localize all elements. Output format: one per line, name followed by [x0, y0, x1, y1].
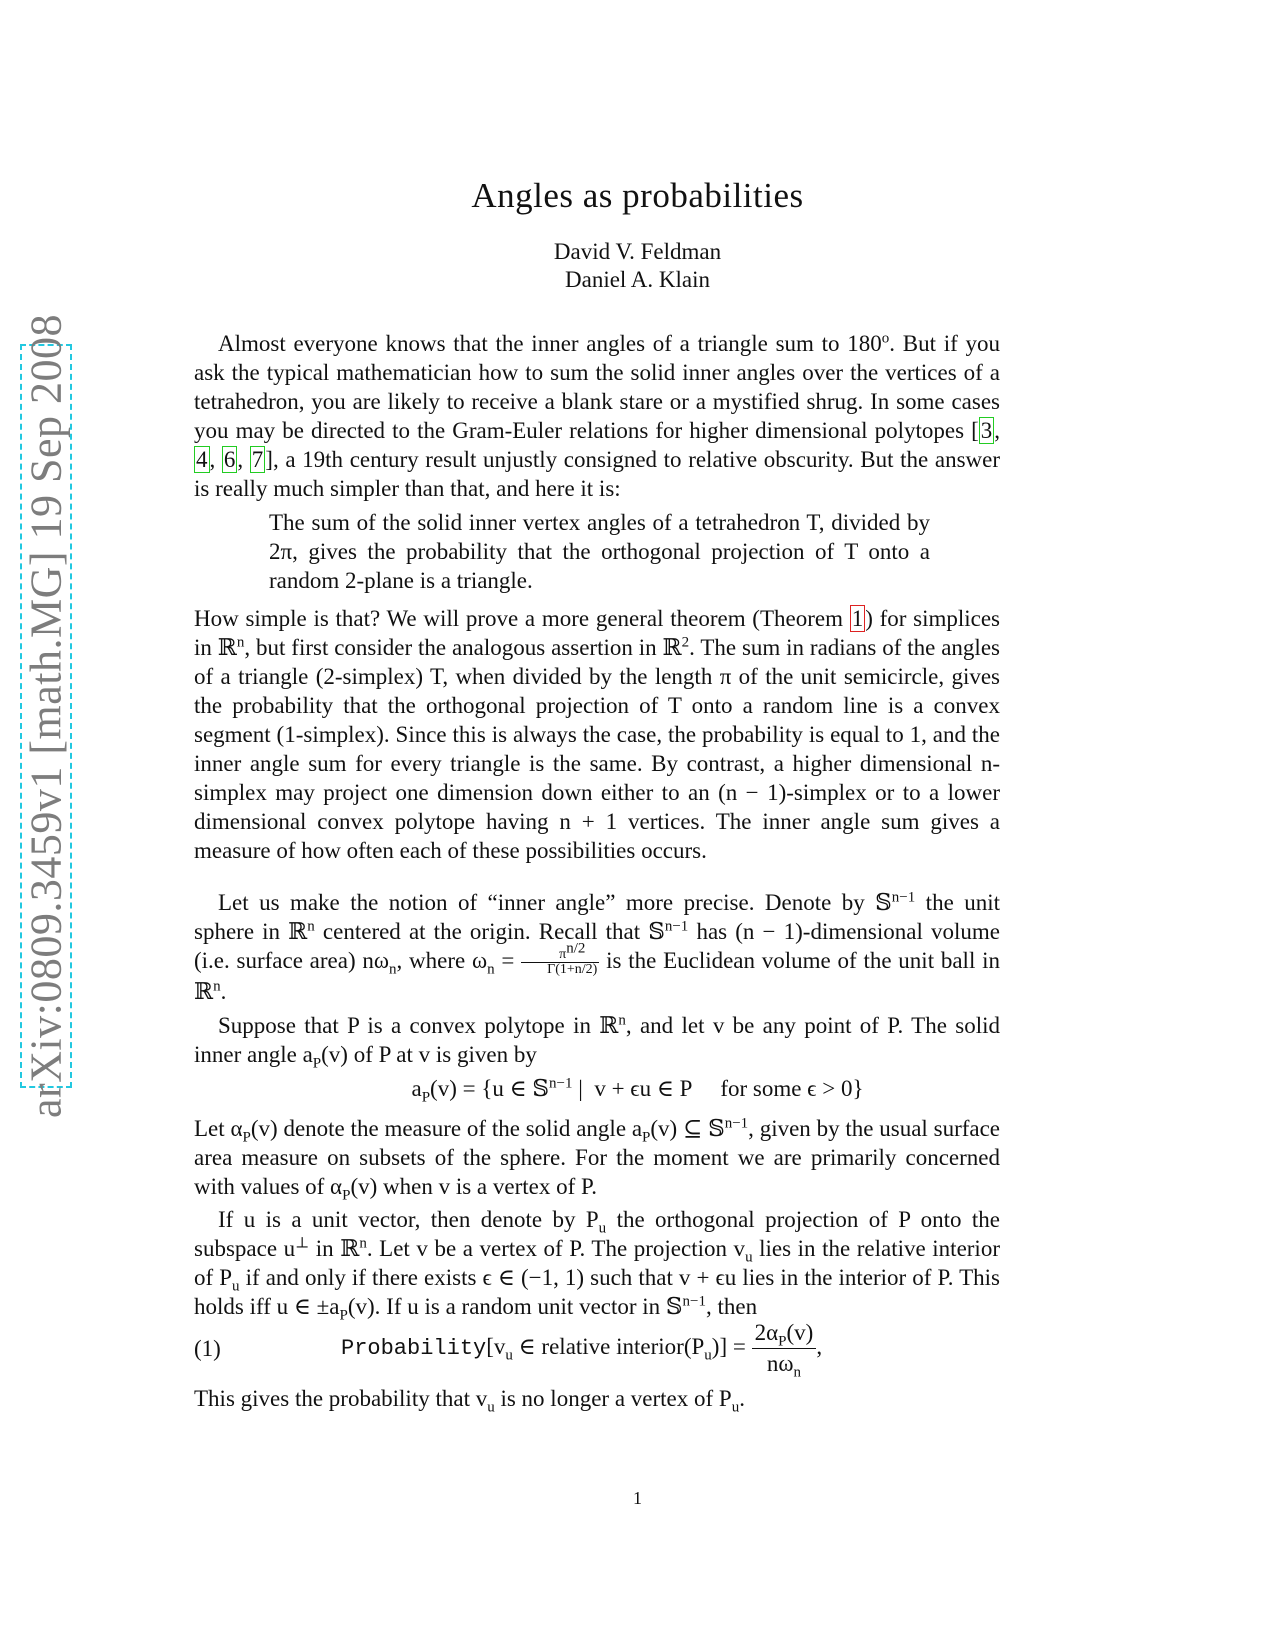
intro-paragraph: Almost everyone knows that the inner angles of a triangle sum to 180$^o$. But if you ask the typical mathematician how to sum the solid inner angles over the vertices of a tetrahedron, you are likely to receive a blank stare or a mystified shrug. In some cases you may be directed to the Gram-Euler relations for higher dimensional polytopes [3, 4, 6, 7], a 19th century result unjustly consigned to relative obscurity. But the answer is really much simpler than that, and here it is:	[194, 330, 1001, 501]
citation-link[interactable]: 7	[251, 447, 264, 472]
author-1: David V. Feldman	[553, 239, 722, 264]
second-paragraph: How simple is that? We will prove a more general theorem (Theorem 1) for simplices in ℝ$^n$, but first consider the analogous assertion in ℝ$^2$. The sum in radians of the angles of a triangle (2-simplex) T, when divided by the length π of the unit semicircle, gives the probability that the orthogonal projection of T onto a random line is a convex segment (1-simplex). Since this is always the case, the probability is equal to 1, and the inner angle sum for every triangle is the same. By contrast, a higher dimensional n-simplex may project one dimension down either to an (n − 1)-simplex or to a lower dimensional convex polytope having n + 1 vertices. The inner angle sum gives a measure of how often each of these possibilities occurs.	[194, 606, 1000, 863]
arxiv-identifier-text: arXiv:0809.3459v1 [math.MG] 19 Sep 2008	[21, 313, 71, 1119]
closing-sentence: This gives the probability that $v_u$ is no longer a vertex of $P_u$.	[194, 1386, 745, 1416]
ball-volume-fraction: $\frac{\pi^{n/2}}{\Gamma(1+n/2)}$	[521, 948, 599, 977]
probability-fraction: $\frac{2\alpha_P(v)}{n\omega_n}$	[752, 1320, 817, 1377]
probability-equation: $Probability[v_u$ ∈ relative $interior(P_u)$] = $\frac{2\alpha_P(v)}{n\omega_n}$ ,	[341, 1320, 823, 1381]
paper-title: Angles as probabilities	[471, 176, 804, 215]
projection-paragraph: If u is a unit vector, then denote by $P_u$ the orthogonal projection of P onto the subspace u⊥ in ℝ$^n$. Let v be a vertex of P. The projection $v_u$ lies in the relative interior of $P_u$ if and only if there exists ϵ ∈ (−1, 1) such that v + ϵu lies in the interior of P. This holds iff u ∈ $\pm a_P(v)$. If u is a random unit vector in 𝕊$^{n-1}$, then	[194, 1207, 1000, 1324]
citation-link[interactable]: 4	[196, 447, 208, 472]
citation-link[interactable]: 6	[223, 447, 236, 472]
author-2: Daniel A. Klain	[565, 267, 710, 292]
angle-measure-paragraph: Let $\alpha_P(v)$ denote the measure of the solid angle $a_P(v)$ ⊆ 𝕊$^{n-1}$, given by the usual surface area measure on subsets of the sphere. For the moment we are primarily concerned with values of $\alpha_P(v)$ when v is a vertex of P.	[194, 1115, 1001, 1204]
inner-angle-definition-paragraph: Let us make the notion of “inner angle” more precise. Denote by 𝕊$^{n-1}$ the unit sphere in ℝ$^n$ centered at the origin. Recall that 𝕊$^{n-1}$ has (n − 1)-dimensional volume (i.e. surface area) $n\omega_n$, where $\omega_n$ = $\frac{\pi^{n/2}}{\Gamma(1+n/2)}$ is the Euclidean volume of the unit ball in ℝ$^n$.	[194, 889, 1000, 1005]
equation-number: (1)	[194, 1336, 221, 1361]
probability-keyword: Probability	[341, 1335, 487, 1361]
solid-angle-display-equation: $a_P(v) = \{u$ ∈ 𝕊$^{n-1}$ | v + ϵu ∈ P for some ϵ > 0}	[411, 1075, 864, 1106]
main-claim-quote: The sum of the solid inner vertex angles of a tetrahedron T, divided by 2π, gives the probability that the orthogonal projection of T onto a random 2-plane is a triangle.	[269, 510, 930, 593]
solid-angle-paragraph: Suppose that P is a convex polytope in ℝ$^n$, and let v be any point of P. The solid inner angle $a_P(v)$ of P at v is given by	[194, 1012, 1000, 1072]
arxiv-identifier-stamp	[20, 313, 72, 1119]
theorem-reference-link[interactable]: 1	[851, 606, 864, 631]
page-number: 1	[633, 1488, 642, 1508]
citation-link[interactable]: 3	[980, 418, 993, 443]
